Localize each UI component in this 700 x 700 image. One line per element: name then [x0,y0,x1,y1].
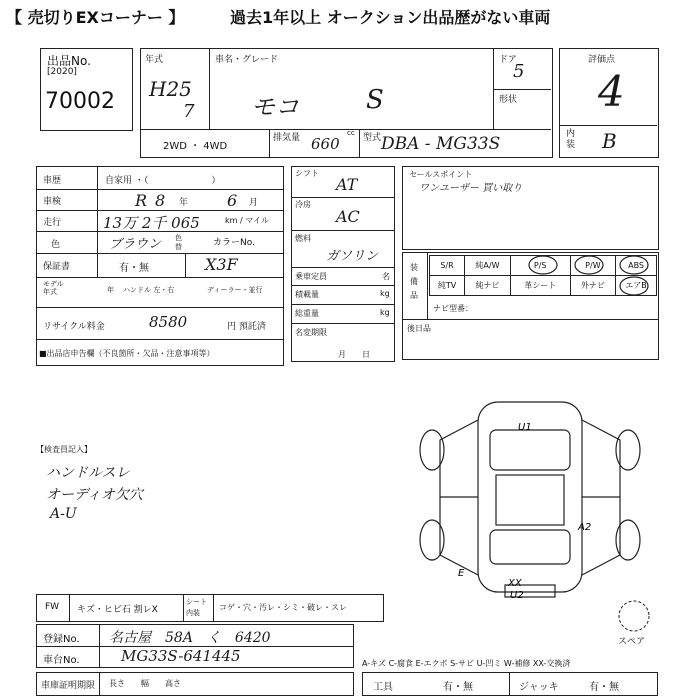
recycle-unit: 円 預託済 [227,322,266,332]
tools-text: 有・無 [443,682,473,693]
car-damage-diagram [410,380,660,610]
warranty-text: 有・無 [119,263,149,274]
seat-label: シート内装 [186,598,207,617]
registration-box [36,624,354,668]
month-value: 7 [183,101,195,122]
jack-text: 有・無 [589,682,619,693]
sales-point-text: ワンユーザー 買い取り [419,183,523,194]
reg-label: 登録No. [43,634,80,645]
cc-unit: cc [347,129,355,137]
diagram-mark-e: E [458,568,465,579]
diagram-mark-u1: U1 [518,422,532,433]
score-label: 評価点 [588,55,616,65]
load-label: 積載量 [295,290,319,299]
name-label: 車名・グレード [215,55,279,65]
lot-number: 70002 [45,89,115,114]
ac-label: 冷房 [295,200,311,209]
header-notice: 過去1年以上 オークション出品歴がない車両 [230,8,551,27]
model-year-label: モデル年式 [43,280,64,296]
capacity-label: 乗車定員 [295,272,327,281]
mileage-units: km / マイル [225,216,270,225]
equipment-alloy-wheels: 純A/W [465,256,511,276]
drive-label: 2WD ・ 4WD [163,141,228,152]
warranty-label: 保証書 [43,262,71,272]
mileage-value: 13万 2千 065 [103,214,200,232]
inspection-label: 車検 [43,197,62,207]
equipment-power-windows: P/W [570,256,615,276]
recycle-label: リサイクル料金 [43,322,105,332]
doors-label: ドア [499,55,517,65]
year-tag: [2020] [47,67,77,77]
model-value: DBA - MG33S [381,134,501,154]
name-change-label: 名変期限 [295,328,327,337]
seat-text: コゲ・穴・汚レ・シミ・破レ・スレ [219,603,347,612]
capacity-unit: 名 [382,272,390,281]
certificate-box [36,672,354,696]
model-year-unit: 年 [107,286,114,294]
equipment-airbag: エアB [616,276,657,296]
ac-value: AC [336,207,360,226]
handle-text: ハンドル 左・右 [123,286,175,294]
model-label: 型式 [363,133,382,143]
diagram-mark-xx: XX [508,578,522,589]
equipment-external-navi: 外ナビ [570,276,615,296]
fw-row [36,594,384,622]
vehicle-info-box [140,48,553,158]
year-value: H25 [149,77,192,101]
equipment-checkmarks [403,253,660,319]
usage-label: 車歴 [43,176,62,186]
jack-label: ジャッキ [519,682,559,693]
score-value: 4 [598,67,625,116]
chassis-label: 車台No. [43,655,80,666]
color-no-value: X3F [205,255,238,274]
note-3: A-U [50,506,77,522]
year-label: 年式 [145,55,164,65]
inspector-label: 【検査員記入】 [36,445,92,454]
weight-unit: kg [380,308,390,317]
displacement-label: 排気量 [273,133,301,143]
interior-value: B [602,129,617,153]
spare-label: スペア [618,637,646,647]
score-box [559,48,659,158]
spare-tire-icon [614,598,654,634]
sales-point-label: セールスポイント [409,170,473,179]
equipment-navi: 純ナビ [465,276,511,296]
dealer-text: ディーラー・並行 [207,286,263,294]
inspection-year: 8 [155,191,166,210]
equipment-box [402,252,659,360]
shift-value: AT [336,175,358,194]
header-bar [0,0,700,34]
name-change-units: 月 日 [338,350,370,359]
recycle-value: 8580 [149,313,188,331]
reg-value: 名古屋 58A く 6420 [109,630,271,646]
shift-label: シフト [295,169,319,178]
chassis-value: MG33S-641445 [121,647,241,665]
sales-point-box [402,166,659,250]
equipment-power-steering: P/S [510,256,570,276]
equipment-tv: 純TV [430,276,465,296]
inspection-month: 6 [227,191,238,210]
fuel-value: ガソリン [326,249,379,264]
history-box [36,166,284,366]
cert-label: 車庫証明期限 [41,681,96,691]
weight-label: 総重量 [295,309,319,318]
mileage-label: 走行 [43,218,62,228]
usage-text: 自家用 ・（ ） [105,176,221,186]
lot-label: 出品No. [47,54,91,68]
shape-label: 形状 [499,95,518,105]
inspector-notes [36,444,276,594]
specs-box [291,166,395,362]
diagram-mark-a2: A2 [578,522,592,533]
name-value: モコ [251,93,299,121]
damage-legend: A-キズ C-腐食 E-エクボ S-サビ U-凹ミ W-補修 XX-交換済 [362,659,571,668]
color-value: ブラウン [109,237,162,252]
repaint-label: 色替 [175,234,182,251]
equipment-leather: 革シート [510,276,570,296]
interior-label: 内装 [566,129,576,150]
seller-declaration-label: ■出品店申告欄（不良箇所・欠品・注意事項等） [39,349,215,358]
equipment-label: 装備品 [410,263,418,300]
color-no-label: カラーNo. [213,238,255,248]
color-label: 色 [51,240,61,250]
fw-label: FW [45,602,60,612]
displacement-value: 660 [311,135,340,153]
cert-units: 長さ 幅 高さ [109,679,181,688]
load-unit: kg [380,289,390,298]
equipment-sr: S/R [430,256,465,276]
inspection-era: R [135,191,148,210]
grade-value: S [366,85,384,115]
fw-text: キズ・ヒビ石 割レX [77,605,158,615]
note-2: オーディオ欠穴 [46,487,143,503]
later-items-label: 後日品 [407,324,431,333]
doors-value: 5 [513,61,525,82]
year-unit: 年 [179,198,189,208]
navi-model-label: ナビ型番： [433,304,473,313]
lot-number-box [40,48,133,131]
fuel-label: 燃料 [295,234,311,243]
month-unit: 月 [249,198,259,208]
diagram-mark-u2: U2 [510,590,524,601]
tools-label: 工具 [373,682,393,693]
note-1: ハンドルスレ [46,465,130,481]
equipment-abs: ABS [616,256,657,276]
tools-box [362,672,658,696]
header-corner: 【 売切りEXコーナー 】 [6,8,185,27]
